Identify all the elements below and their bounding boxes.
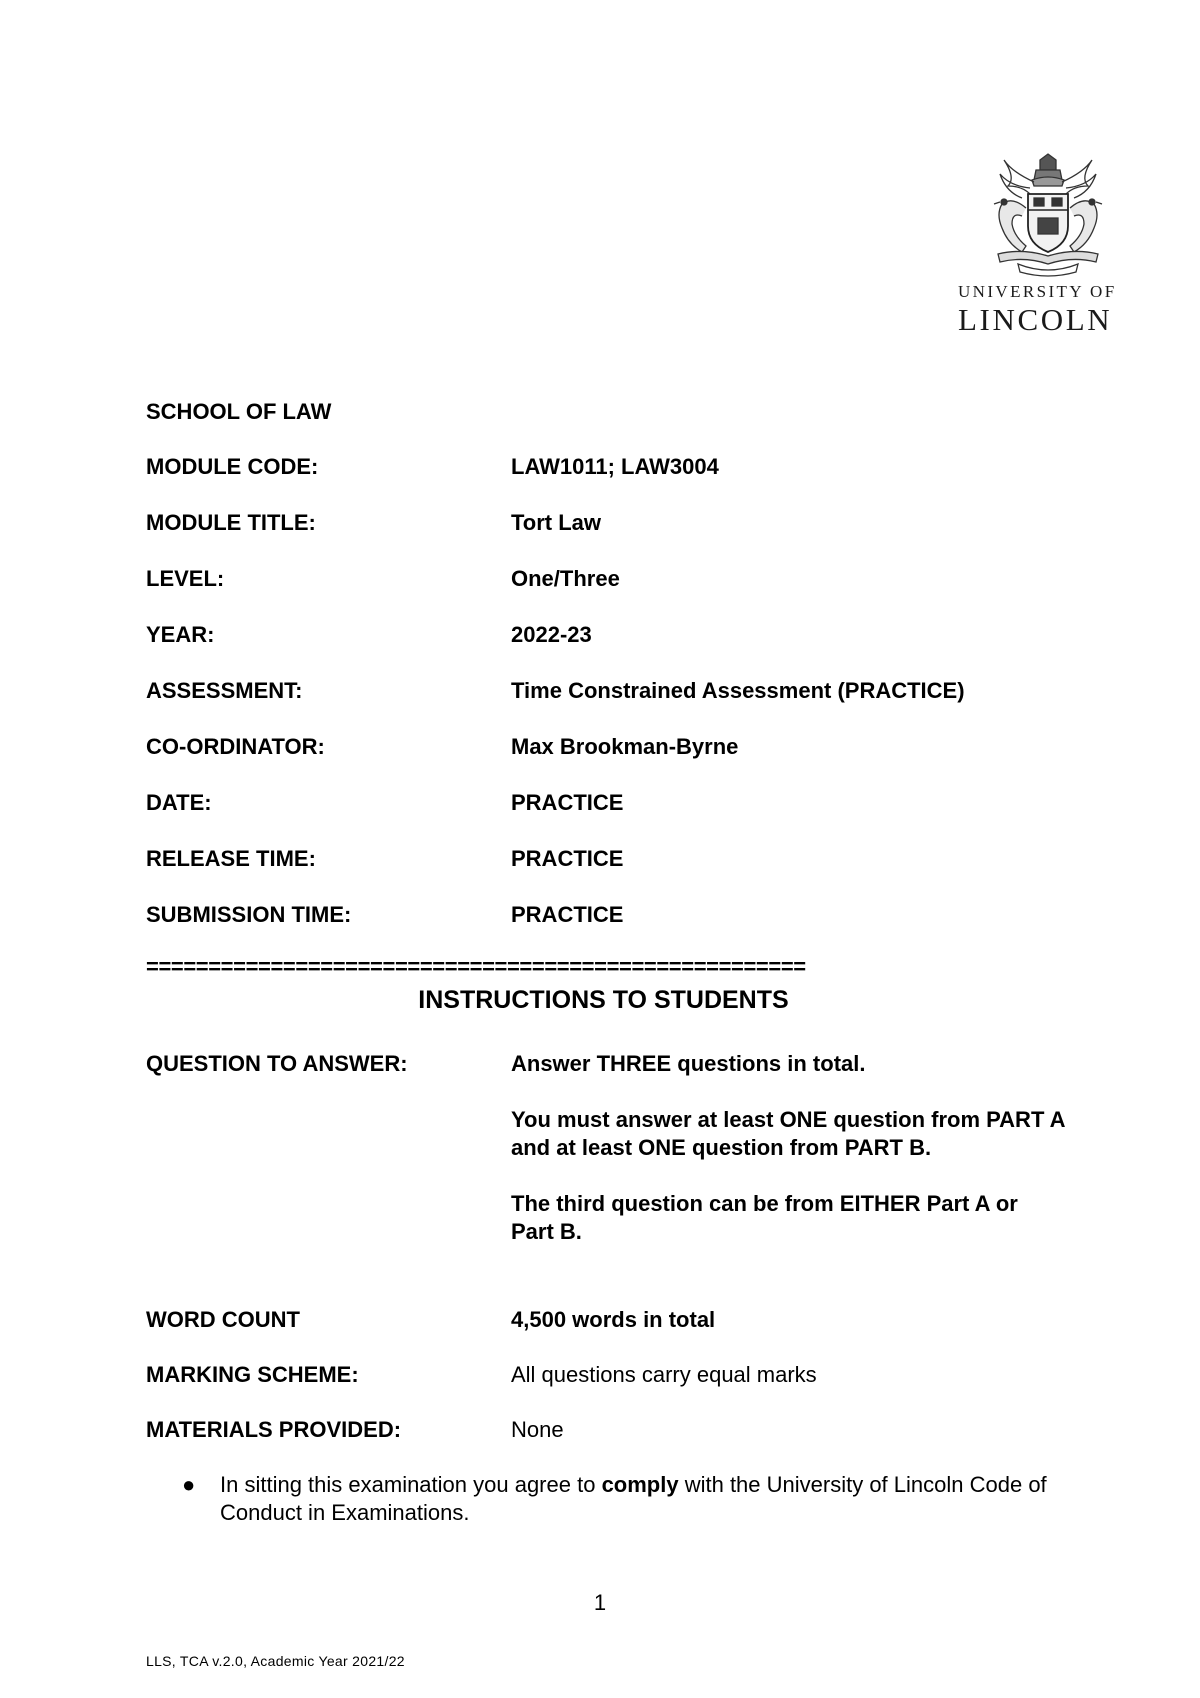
bullet-text: [220, 1471, 1060, 1527]
detail-value: Tort Law: [511, 510, 602, 535]
question-to-answer-row: [146, 1050, 1066, 1280]
word-count-value: 4,500 words in total: [511, 1307, 716, 1332]
marking-scheme-label: MARKING SCHEME:: [146, 1362, 359, 1387]
school-name: SCHOOL OF LAW: [146, 399, 332, 424]
question-label: QUESTION TO ANSWER:: [146, 1051, 408, 1076]
detail-value: PRACTICE: [511, 790, 624, 815]
detail-label: ASSESSMENT:: [146, 678, 303, 703]
detail-label: LEVEL:: [146, 566, 225, 591]
bullet-text-bold: comply: [601, 1472, 679, 1497]
detail-label: RELEASE TIME:: [146, 846, 316, 871]
footer-version: LLS, TCA v.2.0, Academic Year 2021/22: [146, 1653, 405, 1669]
wordmark-line-1: UNIVERSITY OF: [958, 282, 1117, 301]
wordmark-line-2: LINCOLN: [958, 302, 1113, 337]
detail-value: LAW1011; LAW3004: [511, 454, 719, 479]
detail-label: SUBMISSION TIME:: [146, 902, 352, 927]
separator-line: =====================================================: [146, 956, 806, 978]
bullet-text-after: with the University of Lincoln Code of Conduct in Examinations.: [220, 1472, 1047, 1525]
detail-value: PRACTICE: [511, 846, 624, 871]
word-count-label: WORD COUNT: [146, 1307, 300, 1332]
page-number: 1: [593, 1590, 607, 1615]
marking-scheme-value: All questions carry equal marks: [511, 1362, 817, 1387]
detail-label: MODULE CODE:: [146, 454, 319, 479]
detail-value: 2022-23: [511, 622, 592, 647]
university-wordmark: [958, 282, 1138, 337]
bullet-icon: ●: [182, 1472, 196, 1497]
instructions-heading: INSTRUCTIONS TO STUDENTS: [418, 986, 789, 1014]
bullet-text-before: In sitting this examination you agree to: [220, 1472, 602, 1497]
university-crest-icon: [982, 152, 1114, 280]
question-instructions: [511, 1050, 1066, 1246]
materials-value: None: [511, 1417, 564, 1442]
detail-value: PRACTICE: [511, 902, 624, 927]
detail-label: DATE:: [146, 790, 212, 815]
instruction-paragraph: You must answer at least ONE question from PART A and at least ONE question from PART B.: [511, 1107, 1065, 1160]
detail-label: CO-ORDINATOR:: [146, 734, 325, 759]
instruction-paragraph: Answer THREE questions in total.: [511, 1051, 866, 1076]
materials-label: MATERIALS PROVIDED:: [146, 1417, 402, 1442]
instruction-paragraph: The third question can be from EITHER Part A or Part B.: [511, 1191, 1018, 1244]
detail-value: Time Constrained Assessment (PRACTICE): [511, 678, 965, 703]
detail-value: One/Three: [511, 566, 620, 591]
detail-label: MODULE TITLE:: [146, 510, 316, 535]
detail-value: Max Brookman-Byrne: [511, 734, 739, 759]
detail-label: YEAR:: [146, 622, 215, 647]
